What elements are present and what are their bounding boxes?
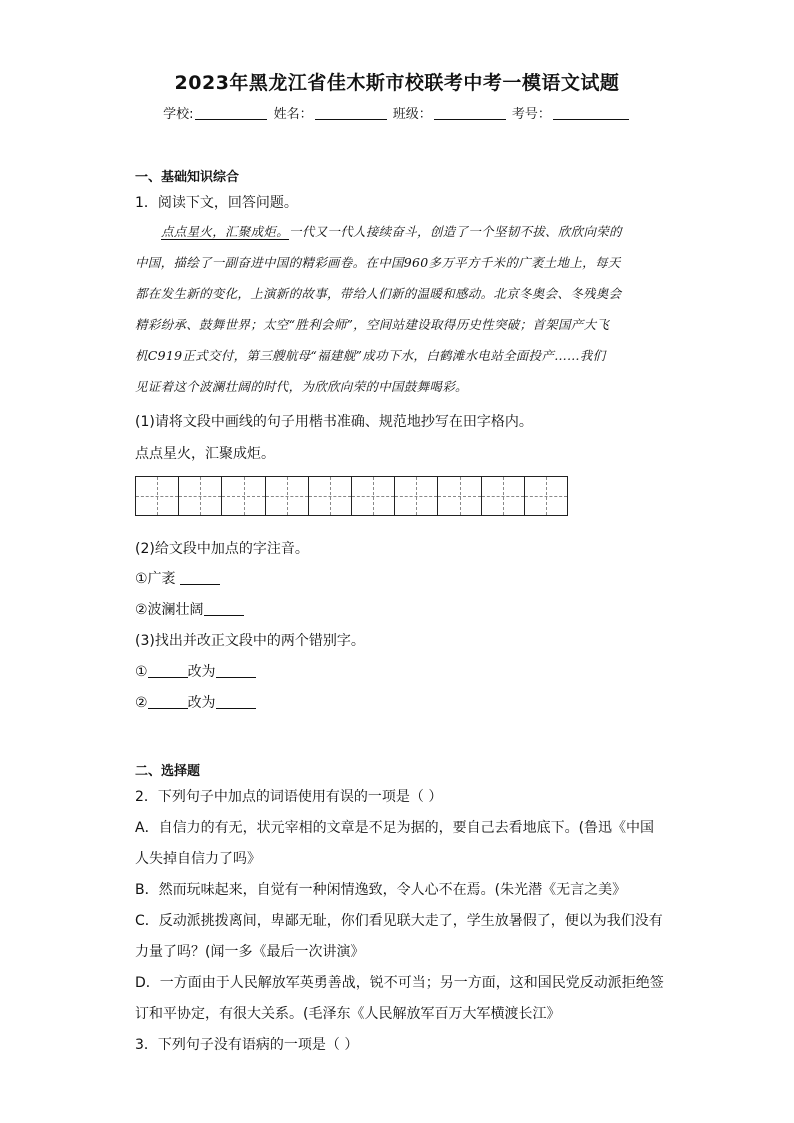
passage-line: 精彩纷承、鼓舞世界；太空“胜利会师”，空间站建设取得历史性突破；首架国产大飞: [135, 317, 610, 332]
passage-line: 机C919正式交付，第三艘航母“福建舰”成功下水，白鹤滩水电站全面投产……我们: [135, 348, 606, 363]
correction-item-b: ② 改为: [135, 692, 256, 712]
option-a-line-2: 人失掉自信力了吗》: [135, 851, 261, 867]
question-2-stem: 2．下列句子中加点的词语使用有误的一项是（ ）: [135, 789, 443, 805]
question-3-stem: 3．下列句子没有语病的一项是（ ）: [135, 1037, 359, 1053]
correct-char-blank-a[interactable]: [216, 663, 256, 678]
sub-question-2: (2)给文段中加点的字注音。: [135, 541, 309, 557]
exam-title: 2023年黑龙江省佳木斯市校联考中考一模语文试题: [174, 72, 620, 94]
tianzige-grid[interactable]: [135, 476, 568, 516]
passage-line: 中国，描绘了一副奋进中国的精彩画卷。在中国960多万平方千米的广袤土地上，每天: [135, 255, 621, 270]
class-blank[interactable]: [434, 106, 506, 120]
passage-line: 都在发生新的变化，上演新的故事，带给人们新的温暖和感动。北京冬奥会、冬残奥会: [135, 286, 622, 301]
grid-cell[interactable]: [482, 477, 525, 515]
passage-line: 点点星火，汇聚成炬。一代又一代人接续奋斗，创造了一个坚韧不拔、欣欣向荣的: [161, 224, 622, 239]
grid-cell[interactable]: [136, 477, 179, 515]
option-b: B．然而玩味起来，自觉有一种闲情逸致，令人心不在焉。(朱光潜《无言之美》: [135, 882, 627, 898]
grid-cell[interactable]: [395, 477, 438, 515]
number-blank[interactable]: [553, 106, 629, 120]
grid-cell[interactable]: [352, 477, 395, 515]
grid-cell[interactable]: [266, 477, 309, 515]
reading-passage: [135, 216, 661, 402]
option-c-line-1: C．反动派挑拨离间，卑鄙无耻，你们看见联大走了，学生放暑假了，便以为我们没有: [135, 913, 663, 929]
pinyin-item-a: ①广袤: [135, 568, 220, 588]
correct-char-blank-b[interactable]: [216, 694, 256, 709]
grid-cell[interactable]: [525, 477, 567, 515]
pinyin-item-b: ②波澜壮阔: [135, 599, 244, 619]
correction-item-a: ① 改为: [135, 661, 256, 681]
section-heading-2: 二、选择题: [135, 764, 201, 779]
class-label: 班级：: [392, 107, 432, 122]
grid-cell[interactable]: [438, 477, 481, 515]
pinyin-blank-b[interactable]: [204, 601, 244, 616]
pinyin-blank-a[interactable]: [180, 570, 220, 585]
grid-cell[interactable]: [179, 477, 222, 515]
school-label: 学校:: [163, 107, 194, 122]
underlined-sentence: 点点星火，汇聚成炬。: [161, 224, 290, 239]
grid-cell[interactable]: [222, 477, 265, 515]
school-blank[interactable]: [195, 106, 267, 120]
name-label: 姓名：: [273, 107, 313, 122]
option-d-line-1: D．一方面由于人民解放军英勇善战，锐不可当；另一方面，这和国民党反动派拒绝签: [135, 975, 664, 991]
name-blank[interactable]: [315, 106, 387, 120]
wrong-char-blank-b[interactable]: [148, 694, 188, 709]
student-info-line: [0, 103, 794, 122]
copy-sentence: 点点星火，汇聚成炬。: [135, 446, 275, 462]
option-d-line-2: 订和平协定，有很大关系。(毛泽东《人民解放军百万大军横渡长江》: [135, 1006, 561, 1022]
sub-question-3: (3)找出并改正文段中的两个错别字。: [135, 633, 365, 649]
grid-cell[interactable]: [309, 477, 352, 515]
wrong-char-blank-a[interactable]: [148, 663, 188, 678]
option-c-line-2: 力量了吗？(闻一多《最后一次讲演》: [135, 944, 365, 960]
question-1-stem: 1．阅读下文，回答问题。: [135, 195, 298, 211]
sub-question-1: (1)请将文段中画线的句子用楷书准确、规范地抄写在田字格内。: [135, 414, 533, 430]
number-label: 考号：: [511, 107, 551, 122]
passage-line: 见证着这个波澜壮阔的时代，为欣欣向荣的中国鼓舞喝彩。: [135, 379, 468, 394]
option-a-line-1: A．自信力的有无，状元宰相的文章是不足为据的，要自己去看地底下。(鲁迅《中国: [135, 820, 655, 836]
section-heading-1: 一、基础知识综合: [135, 170, 240, 185]
